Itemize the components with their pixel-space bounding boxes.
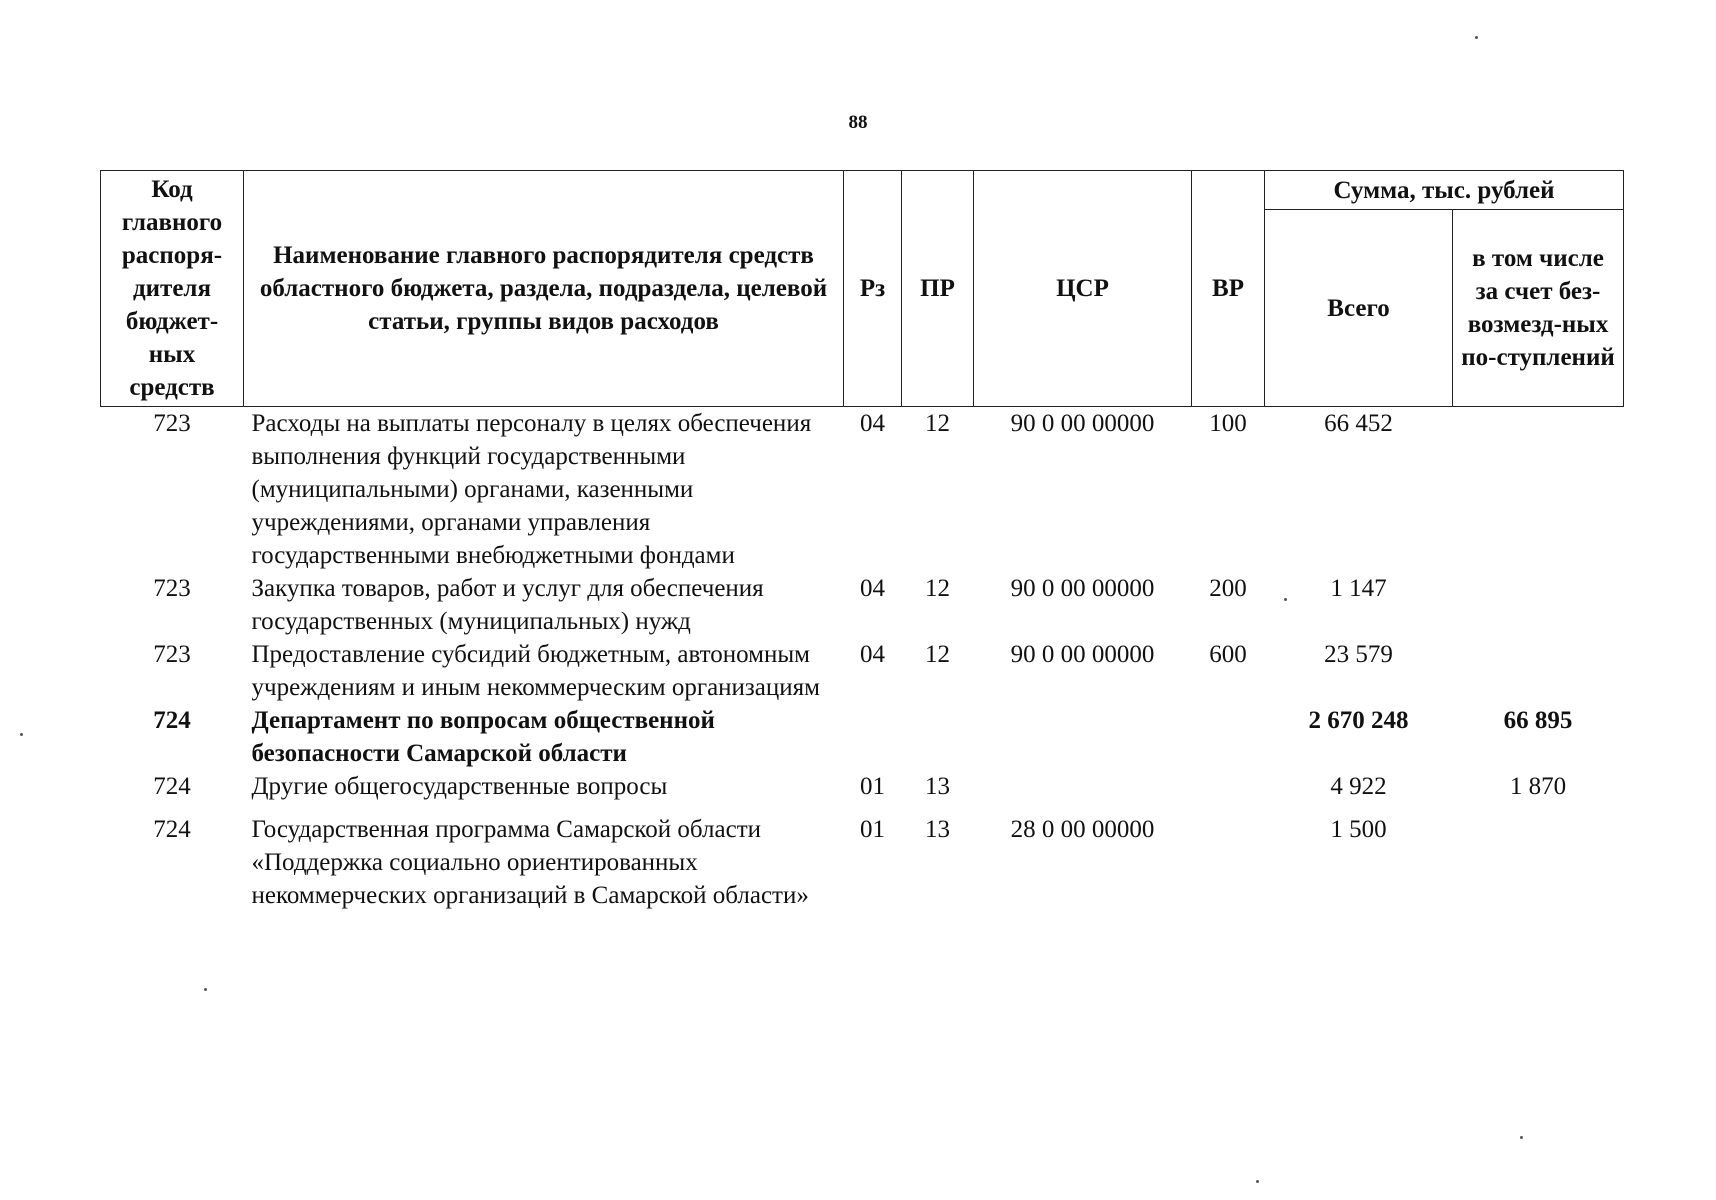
- cell-total: 2 670 248: [1308, 707, 1409, 734]
- cell-name: Департамент по вопросам общественной безопасности Самарской области: [251, 707, 715, 767]
- cell-vr: 600: [1209, 641, 1247, 668]
- header-pr: ПР: [902, 171, 974, 407]
- cell-pr: 13: [925, 816, 950, 843]
- cell-total: 1 147: [1330, 575, 1387, 602]
- cell-rz: 01: [860, 773, 885, 800]
- cell-free: [1453, 407, 1624, 573]
- scan-speck: [1475, 36, 1478, 39]
- table-row: [101, 572, 1624, 638]
- scan-speck: [1256, 1180, 1259, 1183]
- cell-vr: [1192, 704, 1265, 770]
- header-code: Код главного распоря-дителя бюджет-ных средств: [101, 171, 244, 407]
- cell-name: Закупка товаров, работ и услуг для обеспечения государственных (муниципальных) нужд: [251, 575, 764, 635]
- header-total: Всего: [1265, 210, 1453, 407]
- cell-free: 1 870: [1509, 773, 1567, 800]
- cell-total: 66 452: [1324, 410, 1393, 437]
- table-row: [101, 407, 1624, 573]
- cell-rz: 04: [860, 641, 885, 668]
- page-number: 88: [848, 112, 868, 133]
- cell-pr: 13: [925, 773, 950, 800]
- cell-vr: [1192, 770, 1265, 813]
- cell-code: 724: [153, 773, 191, 800]
- scan-speck: [20, 733, 23, 736]
- header-vr: ВР: [1192, 171, 1265, 407]
- budget-table: [100, 170, 1624, 912]
- cell-pr: 12: [925, 410, 950, 437]
- cell-rz: [844, 704, 902, 770]
- cell-name: Государственная программа Самарской области «Поддержка социально ориентированных некоммерческих организаций в Самарской области»: [251, 816, 809, 909]
- cell-total: 4 922: [1330, 773, 1387, 800]
- cell-name: Предоставление субсидий бюджетным, автономным учреждениям и иным некоммерческим организациям: [251, 641, 820, 701]
- cell-pr: 12: [925, 641, 950, 668]
- cell-total: 23 579: [1324, 641, 1393, 668]
- cell-rz: 01: [860, 816, 885, 843]
- table-row: [101, 638, 1624, 704]
- table-body: [101, 407, 1624, 913]
- table-row: [101, 704, 1624, 770]
- cell-code: 724: [153, 707, 191, 734]
- header-sum-group: Сумма, тыс. рублей: [1265, 171, 1624, 210]
- cell-name: Другие общегосударственные вопросы: [251, 773, 668, 800]
- scan-speck: [1284, 598, 1287, 601]
- cell-vr: [1192, 813, 1265, 912]
- table-header: [101, 171, 1624, 407]
- scan-speck: [1520, 1136, 1523, 1139]
- cell-rz: 04: [860, 575, 885, 602]
- cell-vr: 200: [1209, 575, 1247, 602]
- cell-free: [1453, 638, 1624, 704]
- cell-free: [1453, 572, 1624, 638]
- scan-speck: [204, 988, 207, 991]
- cell-code: 723: [153, 575, 191, 602]
- cell-csr: 90 0 00 00000: [1010, 641, 1155, 668]
- cell-pr: [902, 704, 974, 770]
- cell-pr: 12: [925, 575, 950, 602]
- cell-vr: 100: [1209, 410, 1247, 437]
- header-rz: Рз: [844, 171, 902, 407]
- cell-csr: [974, 704, 1192, 770]
- table-row: [101, 770, 1624, 813]
- cell-code: 723: [153, 641, 191, 668]
- header-name: Наименование главного распорядителя средств областного бюджета, раздела, подраздела, целевой статьи, группы видов расходов: [244, 171, 844, 407]
- cell-csr: [974, 770, 1192, 813]
- cell-csr: 28 0 00 00000: [1010, 816, 1155, 843]
- cell-code: 723: [153, 410, 191, 437]
- table-row: [101, 813, 1624, 912]
- header-csr: ЦСР: [974, 171, 1192, 407]
- header-free: в том числе за счет без-возмезд-ных по-ступлений: [1453, 210, 1624, 407]
- cell-free: [1453, 813, 1624, 912]
- cell-rz: 04: [860, 410, 885, 437]
- cell-code: 724: [153, 816, 191, 843]
- cell-csr: 90 0 00 00000: [1010, 575, 1155, 602]
- cell-name: Расходы на выплаты персоналу в целях обеспечения выполнения функций государственными (муниципальными) органами, казенными учреждениями, органами управления государственными внебюджетными фондами: [251, 410, 812, 569]
- cell-csr: 90 0 00 00000: [1010, 410, 1155, 437]
- cell-total: 1 500: [1330, 816, 1387, 843]
- cell-free: 66 895: [1503, 707, 1573, 734]
